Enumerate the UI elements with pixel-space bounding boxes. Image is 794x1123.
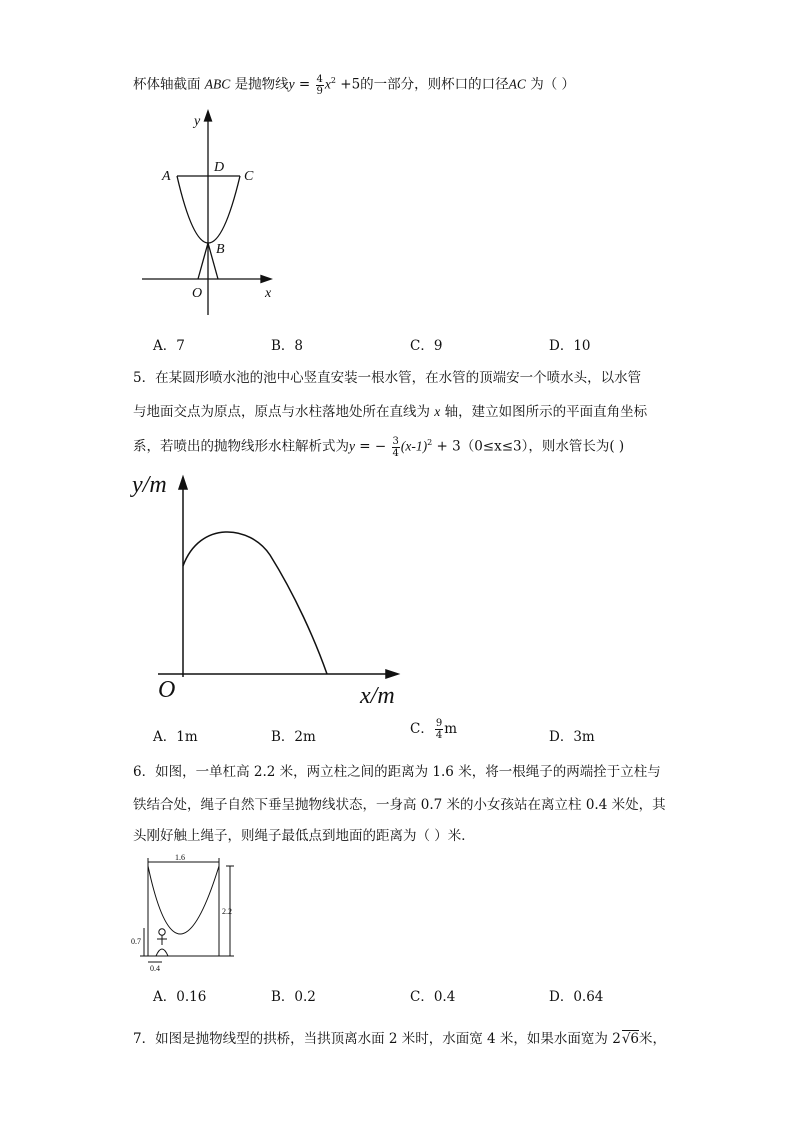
q4-figure bbox=[130, 105, 290, 320]
q4-x-arrow bbox=[261, 276, 271, 283]
q5-line-1: 5．在某圆形喷水池的池中心竖直安装一根水管，在水管的顶端安一个喷水头，以水管 bbox=[133, 370, 642, 386]
q4-option-a[interactable]: A．7 bbox=[153, 338, 185, 354]
q5-fraction bbox=[392, 436, 400, 459]
q4-label-b: B bbox=[216, 242, 225, 257]
q6-label-height: 2.2 bbox=[222, 907, 232, 916]
q5-frac-den: 4 bbox=[392, 447, 399, 459]
q5-option-c-fraction bbox=[435, 718, 443, 741]
q5-option-c-prefix: C． bbox=[410, 721, 434, 737]
q4-stem bbox=[133, 72, 575, 97]
q6-option-c[interactable]: C．0.4 bbox=[410, 989, 456, 1005]
q5-line3-sq: 2 bbox=[427, 438, 433, 447]
q7-sqrt-val: 6 bbox=[630, 1031, 640, 1047]
q7-line-1 bbox=[133, 1030, 666, 1048]
q5-option-c[interactable] bbox=[410, 718, 457, 741]
q4-frac-den: 9 bbox=[316, 85, 323, 97]
q5-x-arrow bbox=[386, 670, 398, 678]
q5-line3-y: y bbox=[349, 438, 355, 454]
q5-option-d[interactable]: D．3m bbox=[549, 729, 595, 745]
q6-line-2: 铁结合处，绳子自然下垂呈抛物线状态，一身高 0.7 米的小女孩站在离立柱 0.4 米处，其 bbox=[133, 797, 666, 813]
q6-girl-head bbox=[159, 929, 165, 935]
q4-y: y bbox=[288, 76, 295, 92]
q5-label-y: y/m bbox=[132, 472, 167, 498]
q4-option-c[interactable]: C．9 bbox=[410, 338, 443, 354]
q6-option-a[interactable]: A．0.16 bbox=[153, 989, 207, 1005]
q6-girl-dress bbox=[156, 949, 168, 956]
q4-eq: = bbox=[294, 76, 311, 93]
q4-y-arrow bbox=[205, 111, 212, 121]
q5-line3-end: ），则水管长为( ) bbox=[521, 438, 625, 455]
q6-label-distance: 0.4 bbox=[150, 964, 160, 973]
q5-line2-x: x bbox=[434, 404, 441, 419]
q6-line-3: 头刚好触上绳子，则绳子最低点到地面的距离为（ ）米． bbox=[133, 828, 475, 844]
q6-figure bbox=[130, 852, 245, 974]
q7-line1-pre: 7．如图是抛物线型的拱桥，当拱顶离水面 2 米时，水面宽 4 米，如果水面宽为 2 bbox=[133, 1031, 621, 1047]
q5-line-3 bbox=[133, 434, 624, 459]
q4-option-b[interactable]: B．8 bbox=[271, 338, 304, 354]
q5-figure bbox=[130, 465, 420, 710]
q6-option-d[interactable]: D．0.64 bbox=[549, 989, 604, 1005]
q4-stem-text-1: 杯体轴截面 bbox=[133, 76, 205, 93]
q5-line3-domain: 0≤x≤3 bbox=[474, 438, 522, 455]
q4-x: x bbox=[324, 76, 331, 92]
q6-option-b[interactable]: B．0.2 bbox=[271, 989, 316, 1005]
q4-stem-text-3: 的一部分，则杯口的口径 bbox=[360, 76, 509, 93]
q5-option-b[interactable]: B．2m bbox=[271, 729, 316, 745]
q4-plus5: +5 bbox=[335, 76, 361, 93]
q5-line3-paren: (x-1) bbox=[400, 438, 428, 454]
q4-option-d[interactable]: D．10 bbox=[549, 338, 591, 354]
q4-label-d: D bbox=[214, 160, 225, 175]
q5-option-c-den: 4 bbox=[435, 730, 443, 741]
q7-sqrt: √6 bbox=[621, 1031, 640, 1047]
q4-ac: AC bbox=[508, 76, 526, 92]
q5-y-arrow bbox=[179, 477, 187, 489]
q5-water-parabola bbox=[183, 532, 327, 674]
q5-line2-pre: 与地面交点为原点，原点与水柱落地处所在直线为 bbox=[133, 404, 435, 420]
q6-label-girl: 0.7 bbox=[131, 937, 141, 946]
q5-label-x: x/m bbox=[360, 683, 395, 709]
q4-stem-end: 为（ ） bbox=[525, 76, 576, 93]
q5-frac-num: 3 bbox=[392, 435, 399, 447]
q5-option-c-unit: m bbox=[444, 721, 458, 737]
q7-line1-post: 米， bbox=[639, 1031, 667, 1047]
q4-sq: 2 bbox=[330, 76, 336, 85]
q4-label-y: y bbox=[194, 114, 201, 129]
q4-label-c: C bbox=[244, 169, 254, 184]
q5-line3-pre: 系，若喷出的抛物线形水柱解析式为 bbox=[133, 438, 349, 455]
q5-option-a[interactable]: A．1m bbox=[153, 729, 198, 745]
q6-label-width: 1.6 bbox=[175, 853, 185, 862]
q4-frac-num: 4 bbox=[316, 73, 323, 85]
q5-line2-post: 轴，建立如图所示的平面直角坐标 bbox=[440, 404, 648, 420]
q4-stem-left bbox=[198, 243, 208, 279]
q5-option-c-num: 9 bbox=[435, 718, 443, 729]
q4-fraction bbox=[316, 74, 324, 97]
q4-abc: ABC bbox=[204, 76, 231, 92]
q6-line-1: 6．如图，一单杠高 2.2 米，两立柱之间的距离为 1.6 米，将一根绳子的两端拴于立柱与 bbox=[133, 764, 661, 780]
q5-line3-eq: = − bbox=[355, 438, 387, 455]
q5-line-2 bbox=[133, 403, 647, 421]
q4-stem-text-2: 是抛物线 bbox=[230, 76, 289, 93]
q4-label-a: A bbox=[162, 169, 171, 184]
q5-label-o: O bbox=[158, 677, 176, 703]
q4-label-x: x bbox=[265, 286, 272, 301]
q5-line3-plus: + 3（ bbox=[432, 438, 475, 455]
q6-rope bbox=[148, 866, 219, 934]
q4-label-o: O bbox=[192, 286, 203, 301]
